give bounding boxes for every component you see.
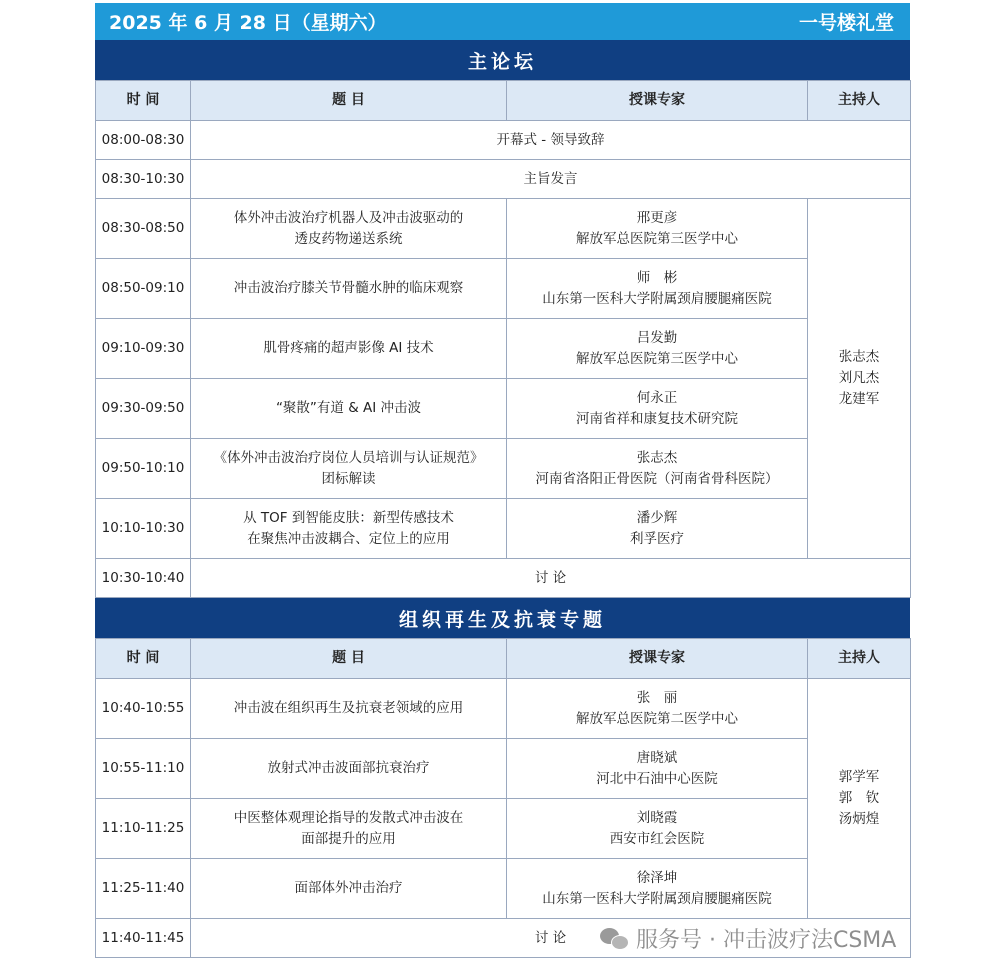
expert-name: 刘晓霞	[636, 809, 678, 826]
time-cell: 08:50-09:10	[96, 259, 191, 319]
topic-line: 在聚焦冲击波耦合、定位上的应用	[247, 530, 450, 547]
opening-row	[96, 121, 911, 160]
expert-name: 张 丽	[636, 689, 678, 706]
topic-cell	[191, 439, 507, 499]
talk-row	[96, 439, 911, 499]
expert-org: 河北中石油中心医院	[596, 770, 718, 787]
column-header-time: 时 间	[96, 639, 191, 679]
expert-name: 徐泽坤	[636, 869, 678, 886]
header-row	[96, 81, 911, 121]
expert-name: 吕发勤	[636, 329, 678, 346]
time-cell: 09:50-10:10	[96, 439, 191, 499]
expert-name: 邢更彦	[636, 209, 678, 226]
expert-org: 解放军总医院第三医学中心	[576, 230, 738, 247]
topic-cell	[191, 319, 507, 379]
expert-cell	[507, 199, 808, 259]
host-name: 郭 钦	[838, 790, 880, 806]
expert-org: 解放军总医院第三医学中心	[576, 350, 738, 367]
expert-org: 山东第一医科大学附属颈肩腰腿痛医院	[542, 890, 772, 907]
talk-row	[96, 739, 911, 799]
topic-cell	[191, 499, 507, 559]
column-header-topic: 题 目	[191, 81, 507, 121]
topic-cell	[191, 259, 507, 319]
topic-line: 肌骨疼痛的超声影像 AI 技术	[263, 340, 434, 356]
topic-cell	[191, 679, 507, 739]
topic-line: “聚散”有道 & AI 冲击波	[275, 400, 422, 416]
host-cell	[808, 199, 911, 559]
expert-name: 师 彬	[636, 269, 678, 286]
talk-row	[96, 799, 911, 859]
schedule-table	[95, 80, 911, 598]
topic-cell	[191, 199, 507, 259]
talk-row	[96, 319, 911, 379]
time-cell: 10:30-10:40	[96, 559, 191, 598]
expert-cell	[507, 859, 808, 919]
opening-cell: 开幕式 - 领导致辞	[191, 121, 911, 160]
wechat-icon	[600, 926, 630, 952]
host-name: 张志杰	[838, 349, 880, 365]
topic-line: 冲击波治疗膝关节骨髓水肿的临床观察	[233, 280, 464, 296]
discussion-cell: 讨 论	[191, 559, 911, 598]
time-cell: 09:30-09:50	[96, 379, 191, 439]
time-cell: 11:25-11:40	[96, 859, 191, 919]
discussion-cell: 讨 论	[191, 919, 911, 958]
topic-line: 团标解读	[321, 470, 376, 487]
topic-line: 面部体外冲击治疗	[294, 880, 403, 896]
schedule	[95, 3, 910, 958]
topic-line: 冲击波在组织再生及抗衰老领域的应用	[233, 700, 464, 716]
topic-line: 中医整体观理论指导的发散式冲击波在	[233, 809, 464, 826]
column-header-host: 主持人	[808, 639, 911, 679]
time-cell: 10:40-10:55	[96, 679, 191, 739]
topic-line: 面部提升的应用	[301, 830, 396, 847]
expert-cell	[507, 499, 808, 559]
expert-cell	[507, 259, 808, 319]
expert-org: 西安市红会医院	[609, 830, 705, 847]
topic-cell	[191, 379, 507, 439]
discussion-row	[96, 559, 911, 598]
expert-org: 解放军总医院第二医学中心	[576, 710, 738, 727]
host-cell	[808, 679, 911, 919]
column-header-host: 主持人	[808, 81, 911, 121]
header-row	[96, 639, 911, 679]
topic-cell	[191, 799, 507, 859]
column-header-expert: 授课专家	[507, 81, 808, 121]
host-name: 郭学军	[838, 769, 880, 785]
sections	[95, 40, 910, 958]
time-cell: 08:00-08:30	[96, 121, 191, 160]
column-header-expert: 授课专家	[507, 639, 808, 679]
topic-line: 透皮药物递送系统	[294, 230, 403, 247]
topic-line: 放射式冲击波面部抗衰治疗	[267, 760, 430, 776]
expert-name: 唐晓斌	[636, 749, 678, 766]
topic-line: 体外冲击波治疗机器人及冲击波驱动的	[233, 209, 464, 226]
schedule-table	[95, 638, 911, 958]
expert-cell	[507, 319, 808, 379]
host-name: 刘凡杰	[838, 370, 880, 386]
expert-org: 利孚医疗	[630, 530, 684, 547]
host-name: 龙建军	[838, 391, 880, 407]
section-title: 组织再生及抗衰专题	[95, 598, 910, 638]
time-cell: 10:55-11:10	[96, 739, 191, 799]
host-name: 汤炳煌	[838, 811, 880, 827]
topic-cell	[191, 859, 507, 919]
keynote-cell: 主旨发言	[191, 160, 911, 199]
topic-line: 《体外冲击波治疗岗位人员培训与认证规范》	[213, 449, 484, 466]
venue-text: 一号楼礼堂	[798, 12, 894, 34]
talk-row	[96, 859, 911, 919]
talk-row	[96, 679, 911, 739]
section-title: 主论坛	[95, 40, 910, 80]
expert-name: 张志杰	[636, 449, 678, 466]
time-cell: 11:40-11:45	[96, 919, 191, 958]
expert-name: 潘少辉	[636, 509, 678, 526]
talk-row	[96, 379, 911, 439]
keynote-row	[96, 160, 911, 199]
talk-row	[96, 499, 911, 559]
time-cell: 10:10-10:30	[96, 499, 191, 559]
time-cell: 08:30-08:50	[96, 199, 191, 259]
expert-name: 何永正	[636, 389, 678, 406]
expert-org: 山东第一医科大学附属颈肩腰腿痛医院	[542, 290, 772, 307]
time-cell: 09:10-09:30	[96, 319, 191, 379]
topic-line: 从 TOF 到智能皮肤：新型传感技术	[243, 509, 454, 526]
date-text: 2025 年 6 月 28 日（星期六）	[109, 12, 387, 34]
column-header-topic: 题 目	[191, 639, 507, 679]
talk-row	[96, 199, 911, 259]
talk-row	[96, 259, 911, 319]
watermark-text: 服务号 · 冲击波疗法CSMA	[636, 928, 897, 953]
expert-org: 河南省洛阳正骨医院（河南省骨科医院）	[535, 470, 779, 487]
watermark	[600, 923, 896, 954]
expert-cell	[507, 379, 808, 439]
expert-org: 河南省祥和康复技术研究院	[576, 410, 738, 427]
column-header-time: 时 间	[96, 81, 191, 121]
expert-cell	[507, 799, 808, 859]
expert-cell	[507, 739, 808, 799]
time-cell: 08:30-10:30	[96, 160, 191, 199]
time-cell: 11:10-11:25	[96, 799, 191, 859]
expert-cell	[507, 679, 808, 739]
date-bar	[95, 3, 910, 40]
expert-cell	[507, 439, 808, 499]
topic-cell	[191, 739, 507, 799]
